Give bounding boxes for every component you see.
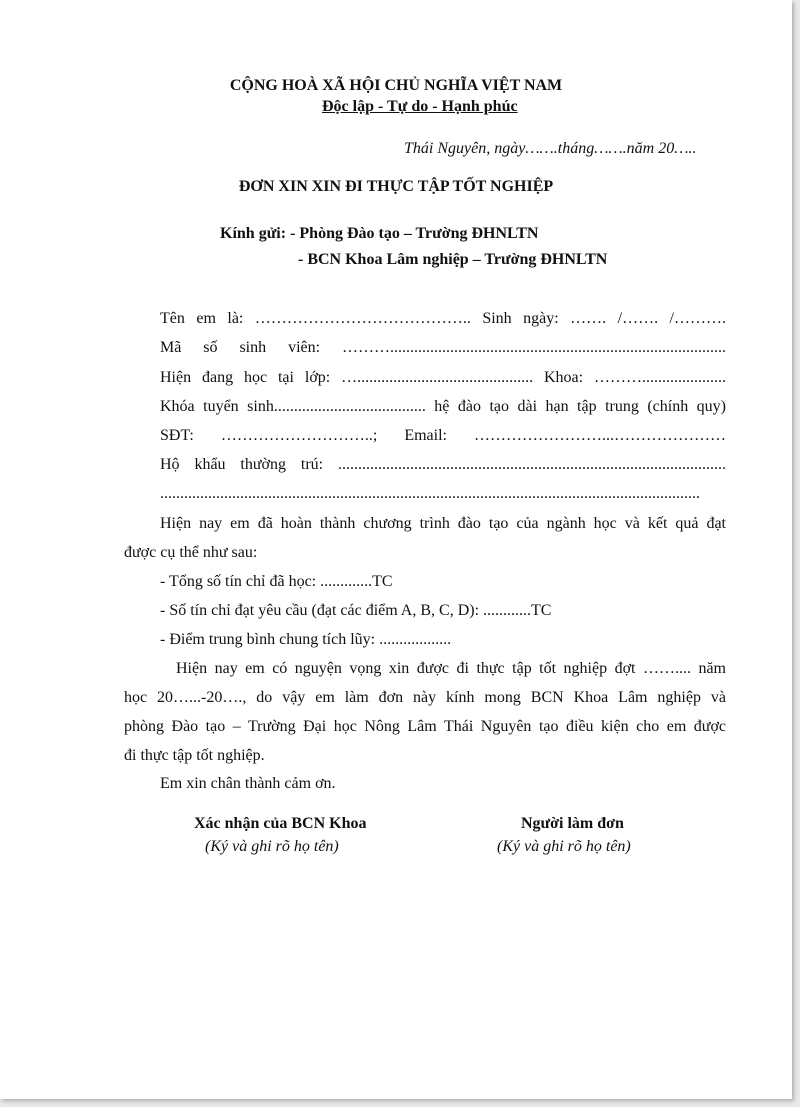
recipient-line-2: - BCN Khoa Lâm nghiệp – Trường ĐHNLTN xyxy=(298,251,608,268)
request-paragraph-line-1: Hiện nay em có nguyện vọng xin được đi thực tập tốt nghiệp đợt …….... năm xyxy=(176,660,726,677)
field-name-birthdate: Tên em là: ………………………………….. Sinh ngày: ……. /……. /………. xyxy=(160,310,726,327)
request-paragraph-line-2: học 20…...-20…., do vậy em làm đơn này kính mong BCN Khoa Lâm nghiệp và xyxy=(124,689,726,706)
place-date-line: Thái Nguyên, ngày…….tháng…….năm 20….. xyxy=(404,140,697,157)
field-student-id: Mã số sinh viên: ……….................................................................................... xyxy=(160,339,726,356)
field-contact: SĐT: ………………………..; Email: ……………………...………………… xyxy=(160,427,726,444)
intro-paragraph-line-2: được cụ thể như sau: xyxy=(124,544,258,561)
field-residence: Hộ khẩu thường trú: ................................................................................................. xyxy=(160,456,726,473)
signature-left-note: (Ký và ghi rõ họ tên) xyxy=(205,838,339,855)
result-item: - Tổng số tín chỉ đã học: .............TC xyxy=(160,573,393,590)
intro-paragraph-line-1: Hiện nay em đã hoàn thành chương trình đào tạo của ngành học và kết quả đạt xyxy=(160,515,726,532)
signature-right-note: (Ký và ghi rõ họ tên) xyxy=(497,838,631,855)
signature-right-title: Người làm đơn xyxy=(521,815,624,832)
field-class-faculty: Hiện đang học tại lớp: …............................................ Khoa: ………..................... xyxy=(160,369,726,386)
request-paragraph-line-3: phòng Đào tạo – Trường Đại học Nông Lâm Thái Nguyên tạo điều kiện cho em được xyxy=(124,718,726,735)
thanks-line: Em xin chân thành cảm ơn. xyxy=(160,775,336,792)
signature-left-title: Xác nhận của BCN Khoa xyxy=(194,815,367,832)
field-residence-continued: ....................................................................................................................................... xyxy=(160,485,700,502)
result-item: - Điểm trung bình chung tích lũy: .................. xyxy=(160,631,452,648)
country-heading: CỘNG HOÀ XÃ HỘI CHỦ NGHĨA VIỆT NAM xyxy=(229,77,563,94)
result-item: - Số tín chỉ đạt yêu cầu (đạt các điểm A, B, C, D): ............TC xyxy=(160,602,552,619)
request-paragraph-line-4: đi thực tập tốt nghiệp. xyxy=(124,747,265,764)
field-cohort: Khóa tuyển sinh...................................... hệ đào tạo dài hạn tập trung (chính quy) xyxy=(160,398,726,415)
national-motto: Độc lập - Tự do - Hạnh phúc xyxy=(322,98,518,115)
recipient-line-1: Kính gửi: - Phòng Đào tạo – Trường ĐHNLTN xyxy=(220,225,539,242)
document-title: ĐƠN XIN XIN ĐI THỰC TẬP TỐT NGHIỆP xyxy=(238,178,554,195)
